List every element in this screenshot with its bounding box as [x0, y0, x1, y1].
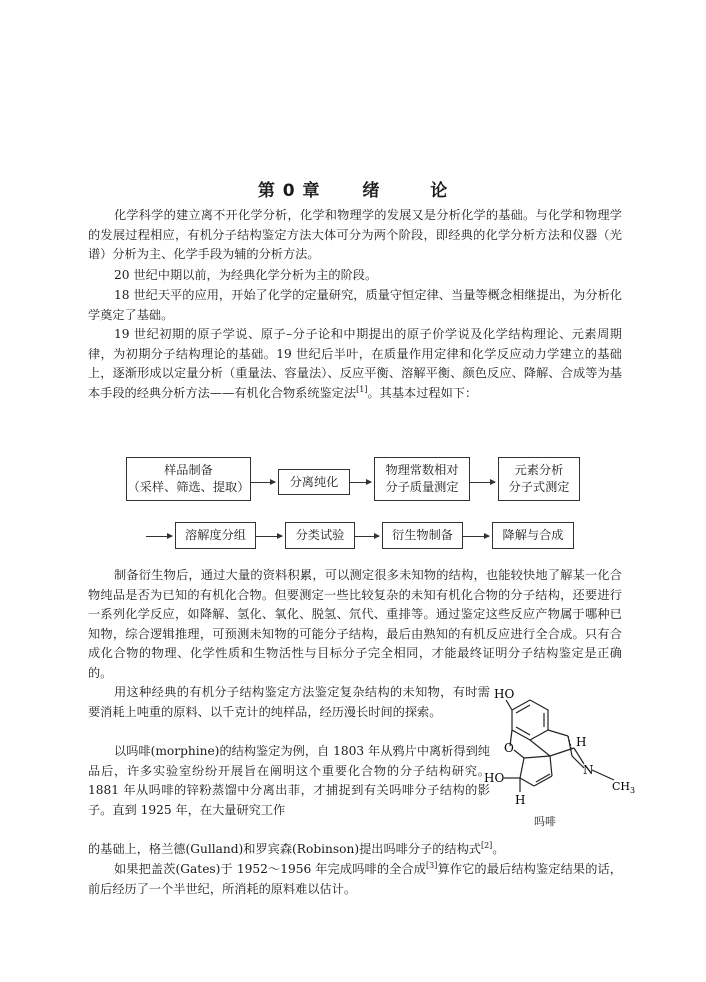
reference-1[interactable]: [1] [356, 384, 368, 394]
arrow-icon [256, 536, 282, 537]
label-ho-left: HO [484, 771, 505, 785]
paragraph-morphine-tail-text: 的基础上，格兰德(Gulland)和罗宾森(Robinson)提出吗啡分子的结构式 [88, 842, 481, 856]
arrow-icon [251, 482, 275, 483]
flow-box-line2: 分子质量测定 [385, 480, 459, 494]
flow-box-line1: 元素分析 [514, 463, 564, 477]
label-n: N [583, 763, 594, 777]
flow-box-line2: 分子式测定 [508, 480, 570, 494]
flow-box-line1: 分类试验 [295, 528, 345, 542]
flow-box-line1: 样品制备 [164, 463, 213, 477]
paragraph-derivatives: 制备衍生物后，通过大量的资料积累，可以测定很多未知物的结构，也能较快地了解某一化合物纯品是否为已知的有机化合物。但要测定一些比较复杂的未知有机化合物的分子结构，还要进行一系列化学反应，如降解、氢化、氧化、脱氢、氘代、重排等。通过鉴定这些反应产物属于哪种已知物，综合逻辑推理，可预测未知物的可能分子结构，最后由熟知的有机反应进行全合成。只有合成化合物的物理、化学性质和生物活性与目标分子完全相同，才能最终证明分子结构鉴定是正确的。 [88, 568, 622, 680]
paragraph-19th-text: 19 世纪初期的原子学说、原子–分子论和中期提出的原子价学说及化学结构理论、元素周期律，为初期分子结构理论的基础。19 世纪后半叶，在质量作用定律和化学反应动力学建立的基础上，逐渐形成以定量分析（重量法、容量法）、反应平衡、溶解平衡、颜色反应、降解、合成等为基本手段的经典分析方法——有机化合物系统鉴定法 [88, 327, 622, 400]
flow-box-sample-prep [126, 457, 251, 501]
flow-box-line1: 物理常数相对 [385, 463, 459, 477]
flow-box-classification [285, 522, 355, 549]
reference-2[interactable]: [2] [480, 840, 493, 850]
chapter-number: 0 [282, 181, 296, 201]
flow-box-separation [278, 469, 350, 495]
reference-3[interactable]: [3] [426, 860, 438, 870]
figure-caption: 吗啡 [534, 815, 556, 828]
label-ch: CH [612, 780, 631, 793]
arrow-icon [146, 536, 172, 537]
paragraph-morphine-tail-end: 。 [492, 842, 505, 856]
paragraph-morphine-tail [88, 840, 622, 860]
paragraph-gates-tail: 算作它的最后结构鉴定结果的话，前后经历了一个半世纪，所消耗的原料难以估计。 [88, 862, 622, 896]
arrow-icon [463, 536, 489, 537]
chapter-label: 第 [257, 181, 276, 201]
label-ch3 [612, 780, 635, 795]
paragraph-intro: 化学科学的建立离不开化学分析，化学和物理学的发展又是分析化学的基础。与化学和物理学的发展过程相应，有机分子结构鉴定方法大体可分为两个阶段，即经典的化学分析方法和仪器（光谱）分析为主、化学手段为辅的分析方法。 [88, 208, 622, 262]
paragraph-gates [88, 860, 622, 899]
paragraph-20th-century: 20 世纪中期以前，为经典化学分析为主的阶段。 [114, 268, 378, 282]
flow-box-line2: （采样、筛选、提取） [127, 480, 250, 494]
paragraph-19th-tail: 。其基本过程如下： [367, 385, 478, 400]
flow-box-line1: 衍生物制备 [392, 528, 453, 542]
chapter-title [0, 176, 706, 201]
flow-box-line1: 溶解度分组 [185, 528, 246, 542]
chapter-title-part2: 论 [430, 181, 449, 201]
flow-box-line1: 分离纯化 [289, 474, 339, 489]
paragraph-classical-method: 用这种经典的有机分子结构鉴定方法鉴定复杂结构的未知物，有时需要消耗上吨重的原料、以千克计的纯样品，经历漫长时间的探索。 [88, 685, 490, 719]
flow-box-physical-constants [374, 457, 470, 501]
label-o: O [504, 741, 514, 755]
flow-box-solubility [175, 522, 256, 549]
flow-box-line1: 降解与合成 [502, 528, 564, 542]
chapter-unit: 章 [302, 181, 321, 201]
chapter-title-part1: 绪 [362, 181, 381, 201]
flow-box-derivative [382, 522, 463, 549]
arrow-icon [350, 482, 371, 483]
paragraph-gates-text: 如果把盖茨(Gates)于 1952～1956 年完成吗啡的全合成 [114, 862, 427, 876]
flow-box-degradation [492, 522, 574, 549]
arrow-icon [355, 536, 379, 537]
arrow-icon [470, 482, 495, 483]
label-h-top: H [576, 735, 587, 749]
label-ch3-sub: 3 [630, 786, 636, 795]
paragraph-morphine: 以吗啡(morphine)的结构鉴定为例，自 1803 年从鸦片中离析得到纯品后，许多实验室纷纷开展旨在阐明这个重要化合物的分子结构研究。1881 年从吗啡的锌粉蒸馏中分离出菲，才捕捉到有关吗啡分子结构的影子。直到 1925 年，在大量研究工作 [88, 744, 490, 817]
morphine-structure [484, 686, 634, 826]
label-ho-top: HO [494, 687, 515, 701]
label-h-bottom: H [515, 793, 526, 807]
paragraph-19th-century [88, 325, 622, 403]
paragraph-18th-century: 18 世纪天平的应用，开始了化学的定量研究，质量守恒定律、当量等概念相继提出，为分析化学奠定了基础。 [88, 288, 622, 322]
flow-box-elemental-analysis [498, 457, 580, 501]
